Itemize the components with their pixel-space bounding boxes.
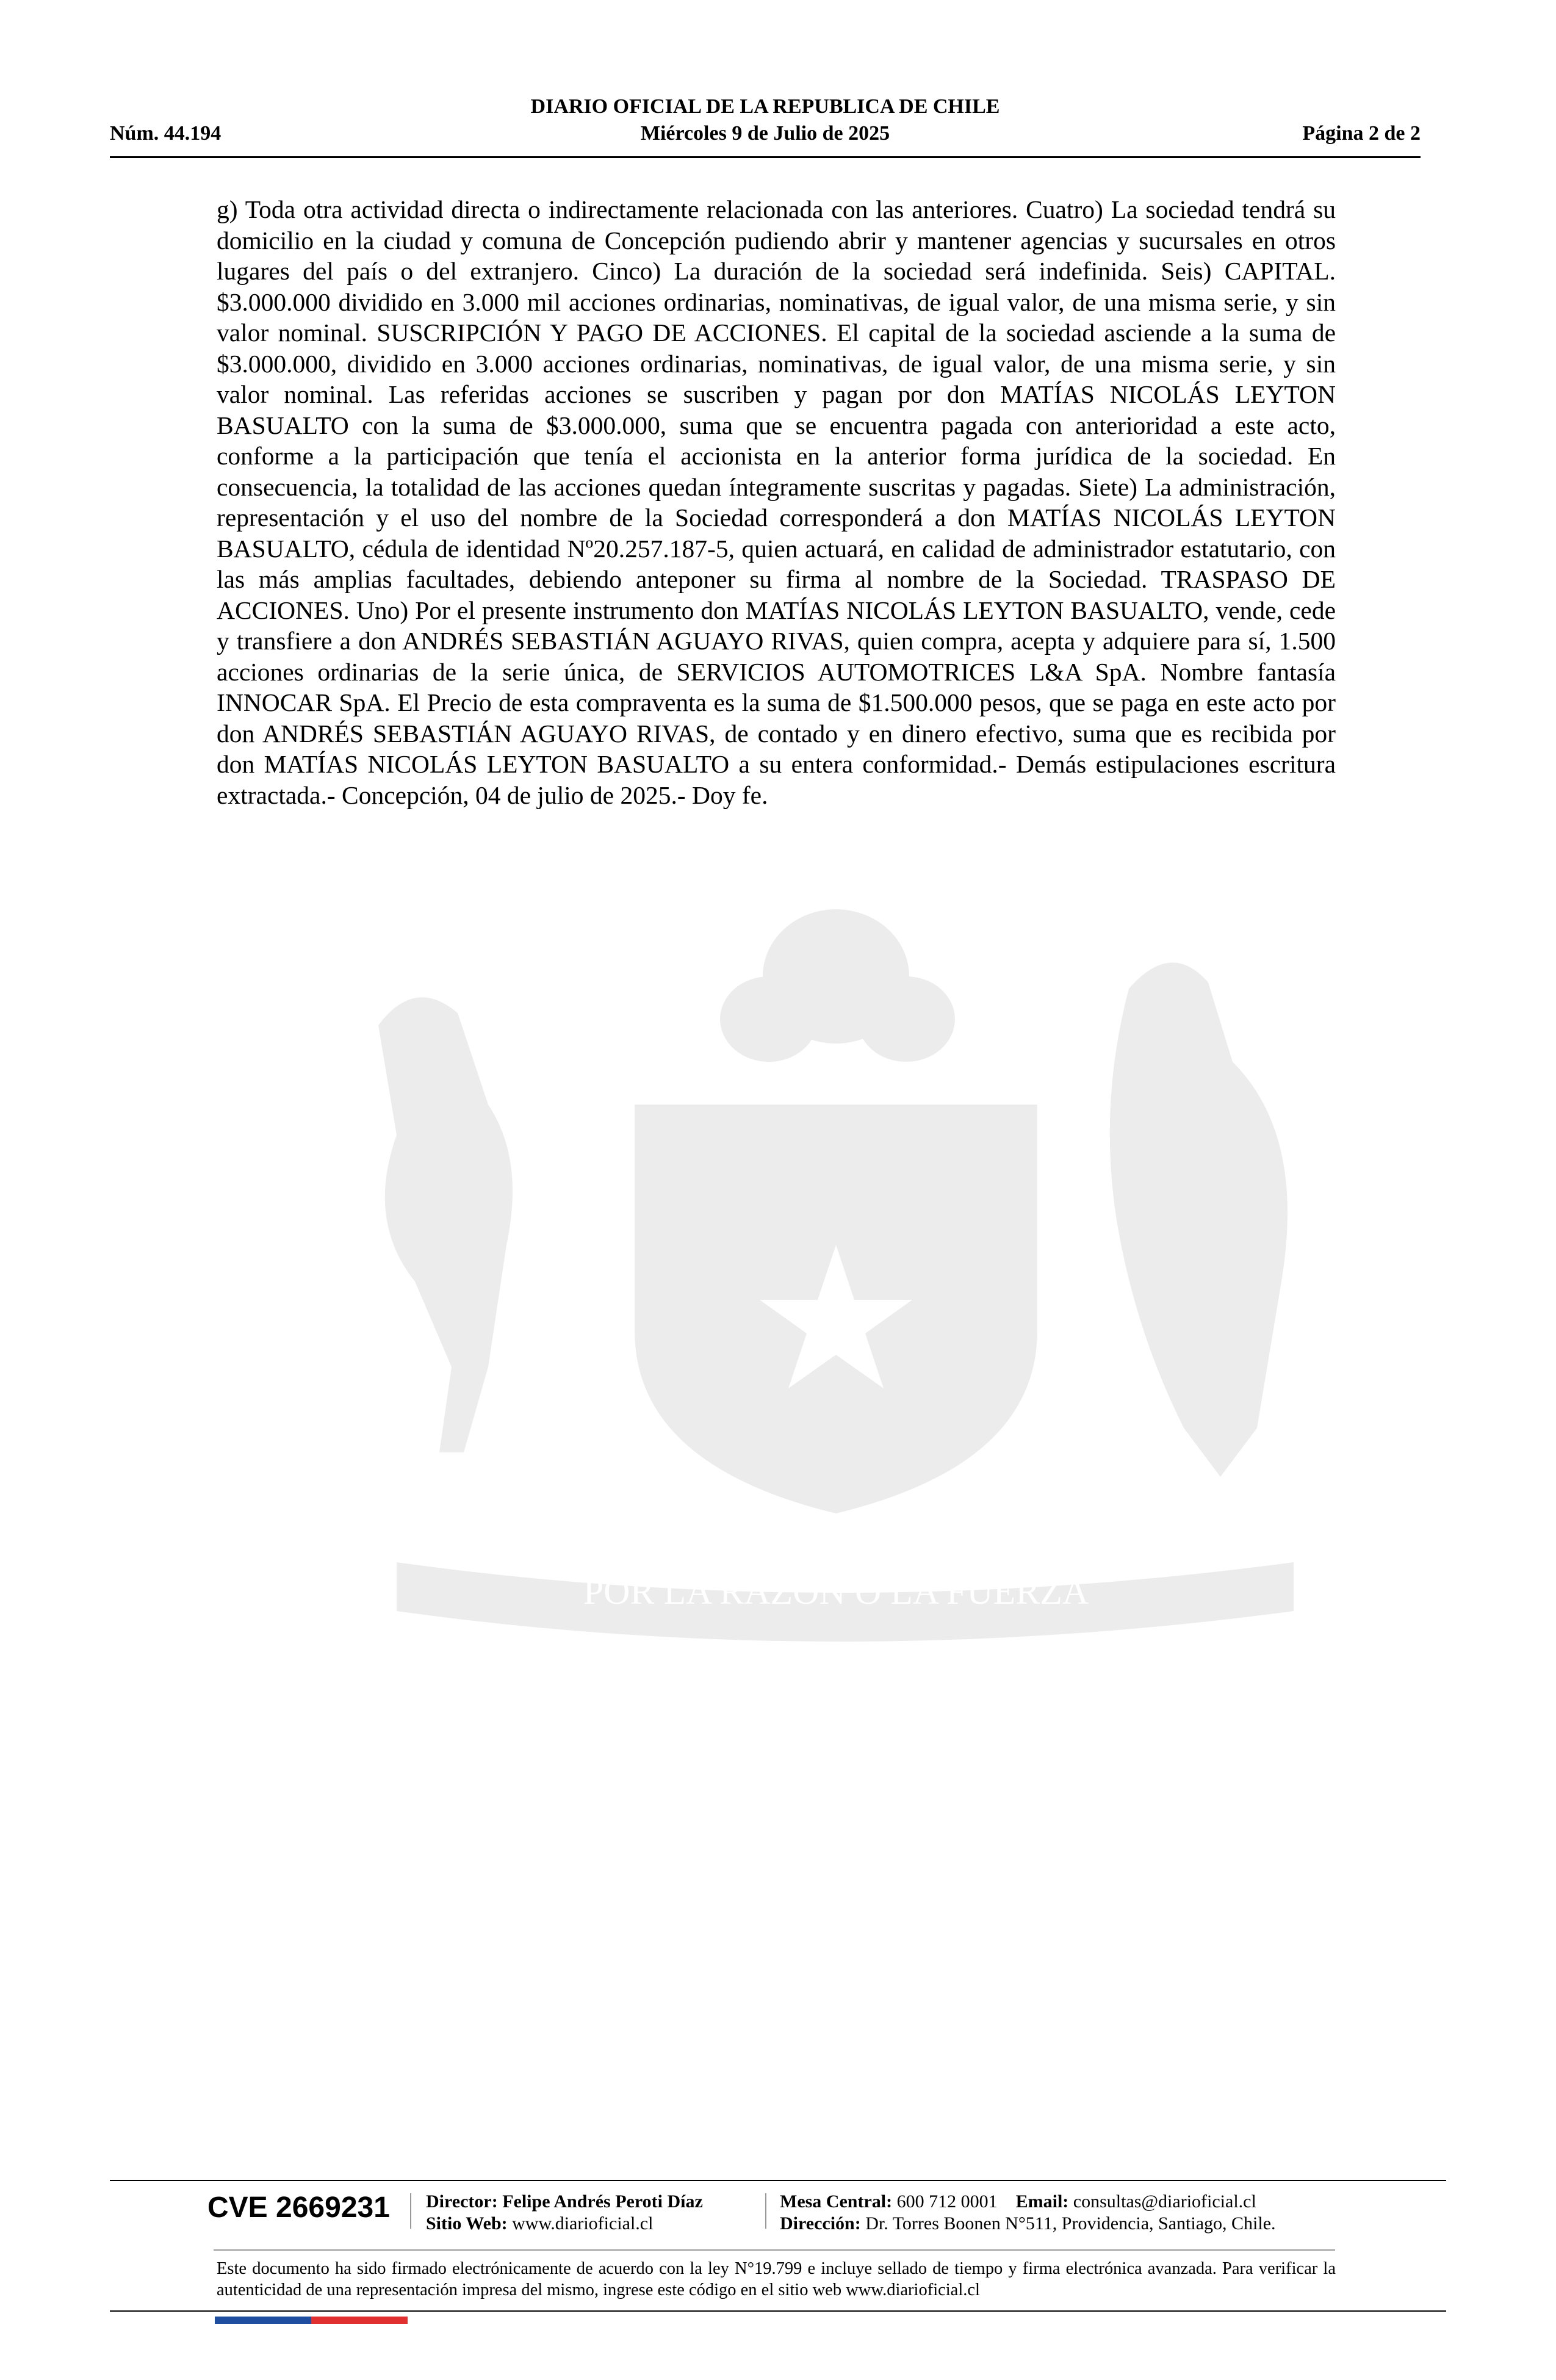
footer-bottom-divider: [110, 2310, 1446, 2312]
publication-body-text: g) Toda otra actividad directa o indirectamente relacionada con las anteriores. Cuatro) La sociedad tendrá su domicilio en la ciudad y comuna de Concepción pudiendo abrir y mantener agencias y sucursales en otros lugares del país o del extranjero. Cinco) La duración de la sociedad será indefinida. Seis) CAPITAL. $3.000.000 dividido en 3.000 mil acciones ordinarias, nominativas, de igual valor, de una misma serie, y sin valor nominal. SUSCRIPCIÓN Y PAGO DE ACCIONES. El capital de la sociedad asciende a la suma de $3.000.000, dividido en 3.000 acciones ordinarias, nominativas, de igual valor, de una misma serie, y sin valor nominal. Las referidas acciones se suscriben y pagan por don MATÍAS NICOLÁS LEYTON BASUALTO con la suma de $3.000.000, suma que se encuentra pagada con anterioridad a este acto, conforme a la participación que tenía el accionista en la anterior forma jurídica de la sociedad. En consecuencia, la totalidad de las acciones quedan íntegramente suscritas y pagadas. Siete) La administración, representación y el uso del nombre de la Sociedad corresponderá a don MATÍAS NICOLÁS LEYTON BASUALTO, cédula de identidad Nº20.257.187-5, quien actuará, en calidad de administrador estatutario, con las más amplias facultades, debiendo anteponer su firma al nombre de la Sociedad. TRASPASO DE ACCIONES. Uno) Por el presente instrumento don MATÍAS NICOLÁS LEYTON BASUALTO, vende, cede y transfiere a don ANDRÉS SEBASTIÁN AGUAYO RIVAS, quien compra, acepta y adquiere para sí, 1.500 acciones ordinarias de la serie única, de SERVICIOS AUTOMOTRICES L&A SpA. Nombre fantasía INNOCAR SpA. El Precio de esta compraventa es la suma de $1.500.000 pesos, que se paga en este acto por don ANDRÉS SEBASTIÁN AGUAYO RIVAS, de contado y en dinero efectivo, suma que es recibida por don MATÍAS NICOLÁS LEYTON BASUALTO a su entera conformidad.- Demás estipulaciones escritura extractada.- Concepción, 04 de julio de 2025.- Doy fe.: [217, 195, 1336, 809]
issue-number: Núm. 44.194: [110, 122, 222, 145]
issue-date: Miércoles 9 de Julio de 2025: [640, 122, 890, 145]
page-number: Página 2 de 2: [1302, 122, 1421, 145]
director-info: [426, 2191, 703, 2235]
phone-number: 600 712 0001: [896, 2191, 998, 2212]
coat-of-arms-watermark-icon: [305, 903, 1373, 1672]
electronic-signature-note: Este documento ha sido firmado electrónicamente de acuerdo con la ley N°19.799 e incluye sellado de tiempo y firma electrónica avanzada. Para verificar la autenticidad de una representación impresa del mismo, ingrese este código en el sitio web www.diarioficial.cl: [217, 2259, 1336, 2299]
flag-stripe-blue: [215, 2317, 311, 2324]
email-label: Email:: [1015, 2191, 1069, 2212]
contact-info: [780, 2191, 1276, 2235]
footer-top-divider: [110, 2180, 1446, 2181]
email-address[interactable]: consultas@diarioficial.cl: [1073, 2191, 1256, 2212]
page-header: [110, 92, 1421, 157]
footer-separator: [765, 2193, 766, 2229]
flag-stripe-red: [311, 2317, 408, 2324]
motto-text: POR LA RAZON O LA FUERZA: [583, 1571, 1089, 1612]
footer-mid-divider: [214, 2249, 1335, 2251]
header-divider: [110, 156, 1421, 158]
gazette-title: DIARIO OFICIAL DE LA REPUBLICA DE CHILE: [530, 95, 1000, 118]
address-label: Dirección:: [780, 2213, 861, 2234]
website-link[interactable]: www.diarioficial.cl: [512, 2213, 654, 2234]
phone-label: Mesa Central:: [780, 2191, 893, 2212]
address-text: Dr. Torres Boonen N°511, Providencia, Santiago, Chile.: [865, 2213, 1276, 2234]
director-label: Director:: [426, 2191, 498, 2212]
director-name: Felipe Andrés Peroti Díaz: [502, 2191, 703, 2212]
footer-separator: [410, 2193, 411, 2229]
website-label: Sitio Web:: [426, 2213, 508, 2234]
cve-code: CVE 2669231: [207, 2191, 390, 2224]
